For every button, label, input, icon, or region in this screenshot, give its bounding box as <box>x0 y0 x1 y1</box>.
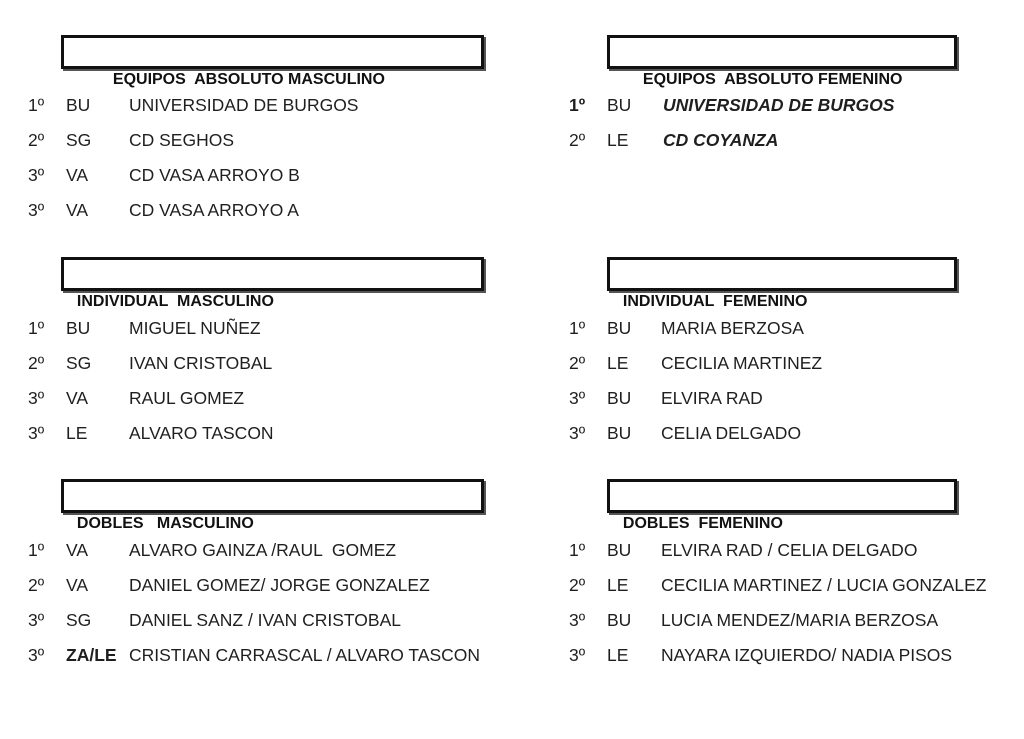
position: 1º <box>28 318 45 338</box>
position: 3º <box>569 423 586 443</box>
player-name: IVAN CRISTOBAL <box>129 353 273 373</box>
results-row <box>569 351 1009 375</box>
position: 3º <box>28 423 45 443</box>
club-code: SG <box>66 130 92 150</box>
club-code: VA <box>66 388 89 408</box>
position: 2º <box>569 353 586 373</box>
position: 3º <box>28 610 45 630</box>
team-name: CD COYANZA <box>663 130 779 150</box>
club-code: VA <box>66 200 89 220</box>
club-code: VA <box>66 165 89 185</box>
results-row <box>28 386 488 410</box>
club-code: BU <box>607 95 632 115</box>
pair-names: NAYARA IZQUIERDO/ NADIA PISOS <box>661 645 953 665</box>
club-code: BU <box>607 388 632 408</box>
results-row <box>28 163 488 187</box>
dobles-masculino-title: DOBLES MASCULINO <box>76 515 254 532</box>
player-name: CELIA DELGADO <box>661 423 802 443</box>
position: 1º <box>28 540 45 560</box>
results-row <box>569 93 1009 117</box>
results-row <box>28 421 488 445</box>
results-row <box>28 93 488 117</box>
position: 2º <box>28 130 45 150</box>
dobles-femenino-header <box>607 479 957 532</box>
position: 1º <box>569 540 586 560</box>
club-code: VA <box>66 540 89 560</box>
club-code: SG <box>66 353 92 373</box>
position: 3º <box>28 645 45 665</box>
club-code: SG <box>66 610 92 630</box>
team-name: CD SEGHOS <box>129 130 235 150</box>
position: 2º <box>28 353 45 373</box>
position: 3º <box>569 610 586 630</box>
position: 1º <box>28 95 45 115</box>
club-code: BU <box>607 540 632 560</box>
pair-names: ELVIRA RAD / CELIA DELGADO <box>661 540 918 560</box>
pair-names: DANIEL SANZ / IVAN CRISTOBAL <box>129 610 401 630</box>
position: 3º <box>28 200 45 220</box>
club-code: BU <box>66 318 91 338</box>
player-name: RAUL GOMEZ <box>129 388 245 408</box>
club-code: LE <box>607 130 629 150</box>
team-name: CD VASA ARROYO B <box>129 165 300 185</box>
equipos-masculino-title: EQUIPOS ABSOLUTO MASCULINO <box>112 71 385 88</box>
team-name: UNIVERSIDAD DE BURGOS <box>663 95 895 115</box>
player-name: MARIA BERZOSA <box>661 318 804 338</box>
player-name: ALVARO TASCON <box>129 423 274 443</box>
club-code: BU <box>66 95 91 115</box>
player-name: CECILIA MARTINEZ <box>661 353 823 373</box>
pair-names: CECILIA MARTINEZ / LUCIA GONZALEZ <box>661 575 987 595</box>
player-name: MIGUEL NUÑEZ <box>129 318 261 338</box>
pair-names: DANIEL GOMEZ/ JORGE GONZALEZ <box>129 575 430 595</box>
position: 1º <box>569 318 586 338</box>
results-row <box>569 573 1019 597</box>
club-code: BU <box>607 610 632 630</box>
pair-names: ALVARO GAINZA /RAUL GOMEZ <box>129 540 397 560</box>
dobles-femenino-title: DOBLES FEMENINO <box>622 515 783 532</box>
position: 3º <box>569 388 586 408</box>
results-row <box>28 608 528 632</box>
team-name: UNIVERSIDAD DE BURGOS <box>129 95 359 115</box>
club-code: LE <box>66 423 88 443</box>
equipos-masculino-header <box>61 35 484 88</box>
club-code: BU <box>607 318 632 338</box>
results-row <box>569 538 1019 562</box>
position: 3º <box>569 645 586 665</box>
results-row <box>28 643 528 667</box>
position: 1º <box>569 95 586 115</box>
position: 2º <box>569 575 586 595</box>
club-code: ZA/LE <box>66 645 117 665</box>
player-name: ELVIRA RAD <box>661 388 763 408</box>
results-row <box>569 316 1009 340</box>
results-row <box>28 198 488 222</box>
club-code: BU <box>607 423 632 443</box>
results-row <box>569 128 1009 152</box>
equipos-femenino-title: EQUIPOS ABSOLUTO FEMENINO <box>642 71 903 88</box>
individual-femenino-header <box>607 257 957 310</box>
dobles-masculino-header <box>61 479 484 532</box>
results-row <box>28 573 528 597</box>
club-code: LE <box>607 645 629 665</box>
position: 3º <box>28 388 45 408</box>
results-row <box>569 386 1009 410</box>
results-row <box>28 128 488 152</box>
club-code: LE <box>607 575 629 595</box>
club-code: VA <box>66 575 89 595</box>
results-row <box>569 421 1009 445</box>
individual-masculino-header <box>61 257 484 310</box>
position: 2º <box>28 575 45 595</box>
pair-names: CRISTIAN CARRASCAL / ALVARO TASCON <box>129 645 481 665</box>
results-row <box>28 316 488 340</box>
individual-femenino-title: INDIVIDUAL FEMENINO <box>622 293 808 310</box>
pair-names: LUCIA MENDEZ/MARIA BERZOSA <box>661 610 939 630</box>
club-code: LE <box>607 353 629 373</box>
results-row <box>28 351 488 375</box>
position: 2º <box>569 130 586 150</box>
position: 3º <box>28 165 45 185</box>
results-row <box>569 608 1019 632</box>
results-row <box>569 643 1019 667</box>
individual-masculino-title: INDIVIDUAL MASCULINO <box>76 293 274 310</box>
team-name: CD VASA ARROYO A <box>129 200 299 220</box>
results-row <box>28 538 528 562</box>
equipos-femenino-header <box>607 35 957 88</box>
